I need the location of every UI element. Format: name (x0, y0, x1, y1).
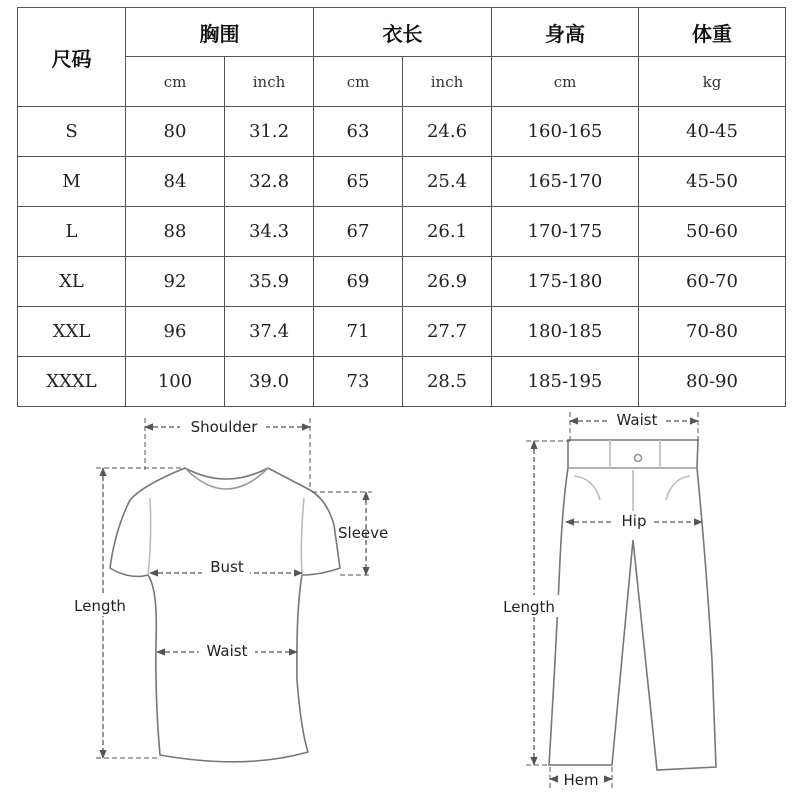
unit-cell: inch (403, 57, 492, 107)
table-cell: 40-45 (639, 107, 786, 157)
table-cell: 60-70 (639, 257, 786, 307)
waist-label: Waist (206, 642, 248, 660)
table-cell: 73 (314, 357, 403, 407)
table-cell: 92 (126, 257, 225, 307)
size-cell: XXL (18, 307, 126, 357)
unit-cell: kg (639, 57, 786, 107)
weight-header: 体重 (639, 8, 786, 57)
sleeve-label: Sleeve (338, 524, 389, 542)
table-cell: 100 (126, 357, 225, 407)
table-cell: 39.0 (225, 357, 314, 407)
length-label: Length (74, 597, 126, 615)
table-cell: 26.1 (403, 207, 492, 257)
table-cell: 88 (126, 207, 225, 257)
unit-cell: cm (492, 57, 639, 107)
length-header: 衣长 (314, 8, 492, 57)
size-cell: M (18, 157, 126, 207)
table-cell: 175-180 (492, 257, 639, 307)
table-cell: 50-60 (639, 207, 786, 257)
size-header: 尺码 (18, 8, 126, 107)
size-cell: L (18, 207, 126, 257)
size-cell: S (18, 107, 126, 157)
table-cell: 160-165 (492, 107, 639, 157)
table-cell: 96 (126, 307, 225, 357)
bust-header: 胸围 (126, 8, 314, 57)
tshirt-illustration (110, 468, 340, 762)
table-cell: 31.2 (225, 107, 314, 157)
table-cell: 67 (314, 207, 403, 257)
pants-waist-label: Waist (616, 411, 658, 429)
table-cell: 63 (314, 107, 403, 157)
table-cell: 35.9 (225, 257, 314, 307)
unit-cell: inch (225, 57, 314, 107)
bust-label: Bust (210, 558, 244, 576)
table-cell: 71 (314, 307, 403, 357)
hem-label: Hem (563, 771, 599, 789)
pants-length-label: Length (503, 598, 555, 616)
tshirt-outline (110, 468, 340, 762)
table-cell: 80 (126, 107, 225, 157)
table-cell: 34.3 (225, 207, 314, 257)
size-cell: XL (18, 257, 126, 307)
unit-cell: cm (126, 57, 225, 107)
hip-label: Hip (621, 512, 647, 530)
table-cell: 25.4 (403, 157, 492, 207)
table-cell: 45-50 (639, 157, 786, 207)
table-cell: 24.6 (403, 107, 492, 157)
table-cell: 180-185 (492, 307, 639, 357)
table-cell: 80-90 (639, 357, 786, 407)
table-cell: 65 (314, 157, 403, 207)
height-header: 身高 (492, 8, 639, 57)
table-cell: 185-195 (492, 357, 639, 407)
table-cell: 32.8 (225, 157, 314, 207)
size-cell: XXXL (18, 357, 126, 407)
table-cell: 28.5 (403, 357, 492, 407)
table-cell: 69 (314, 257, 403, 307)
table-cell: 84 (126, 157, 225, 207)
table-cell: 26.9 (403, 257, 492, 307)
shoulder-label: Shoulder (190, 418, 258, 436)
table-cell: 70-80 (639, 307, 786, 357)
unit-cell: cm (314, 57, 403, 107)
pants-illustration (549, 440, 716, 770)
table-cell: 170-175 (492, 207, 639, 257)
table-cell: 37.4 (225, 307, 314, 357)
table-cell: 165-170 (492, 157, 639, 207)
table-cell: 27.7 (403, 307, 492, 357)
